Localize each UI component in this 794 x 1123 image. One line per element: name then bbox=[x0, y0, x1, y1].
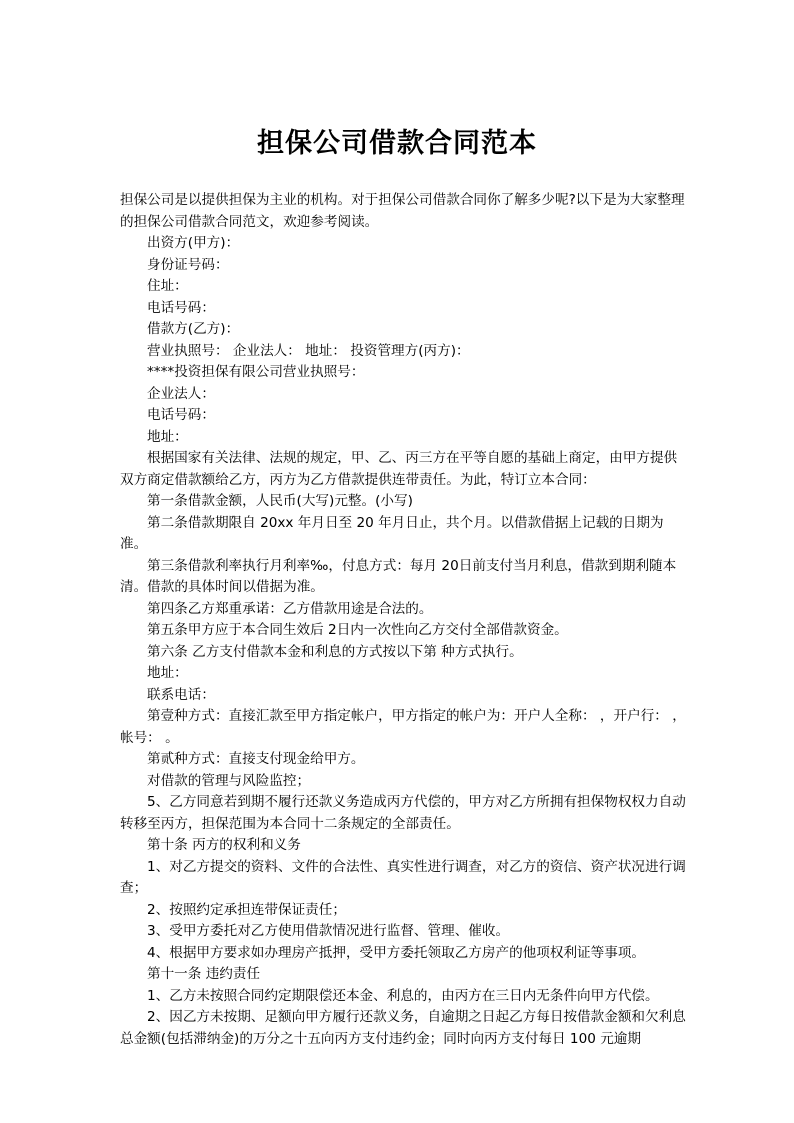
document-paragraph: 第六条 乙方支付借款本金和利息的方式按以下第 种方式执行。 bbox=[147, 643, 523, 660]
document-paragraph: 1、乙方未按照合同约定期限偿还本金、利息的，由丙方在三日内无条件向甲方代偿。 bbox=[147, 987, 659, 1004]
document-paragraph: 第壹种方式：直接汇款至甲方指定帐户，甲方指定的帐户为：开户人全称： ，开户行： ，帐号： 。 bbox=[120, 708, 686, 746]
document-paragraph: 借款方(乙方)： bbox=[147, 321, 240, 337]
document-paragraph: 第五条甲方应于本合同生效后 2日内一次性向乙方交付全部借款资金。 bbox=[147, 622, 568, 638]
document-paragraph: 2、因乙方未按期、足额向甲方履行还款义务，自逾期之日起乙方每日按借款金额和欠利息总金额(包括滞纳金)的万分之十五向丙方支付违约金；同时向丙方支付每日 100 元逾期 bbox=[120, 1009, 686, 1047]
document-paragraph: 地址： bbox=[147, 428, 188, 445]
document-paragraph: 出资方(甲方)： bbox=[147, 235, 240, 251]
document-paragraph: 第一条借款金额，人民币(大写)元整。(小写) bbox=[147, 493, 413, 509]
document-paragraph: 电话号码： bbox=[147, 299, 215, 316]
document-title: 担保公司借款合同范本 bbox=[257, 128, 537, 159]
document-body bbox=[120, 190, 688, 1050]
document-paragraph: 第贰种方式：直接支付现金给甲方。 bbox=[147, 751, 365, 767]
document-paragraph: 1、对乙方提交的资料、文件的合法性、真实性进行调查，对乙方的资信、资产状况进行调查； bbox=[120, 858, 686, 896]
document-paragraph: 第二条借款期限自 20xx 年月日至 20 年月日止，共个月。以借款借据上记载的日期为准。 bbox=[120, 514, 664, 552]
document-paragraph: 营业执照号： 企业法人： 地址： 投资管理方(丙方)： bbox=[147, 342, 470, 359]
document-paragraph: 根据国家有关法律、法规的规定，甲、乙、丙三方在平等自愿的基础上商定，由甲方提供双方商定借款额给乙方，丙方为乙方借款提供连带责任。为此，特订立本合同： bbox=[120, 450, 678, 488]
document-paragraph: ****投资担保有限公司营业执照号： bbox=[147, 364, 365, 380]
document-paragraph: 4、根据甲方要求如办理房产抵押，受甲方委托领取乙方房产的他项权利证等事项。 bbox=[147, 944, 646, 961]
document-paragraph: 第三条借款利率执行月利率‰，付息方式：每月 20日前支付当月利息，借款到期利随本清。借款的具体时间以借据为准。 bbox=[120, 557, 677, 595]
document-paragraph: 企业法人： bbox=[147, 385, 215, 402]
document-paragraph: 身份证号码： bbox=[147, 256, 229, 273]
document-paragraph: 第十条 丙方的权利和义务 bbox=[147, 837, 301, 853]
document-paragraph: 联系电话： bbox=[147, 686, 215, 703]
document-paragraph: 第十一条 违约责任 bbox=[147, 966, 261, 982]
document-paragraph: 担保公司是以提供担保为主业的机构。对于担保公司借款合同你了解多少呢?以下是为大家整理的担保公司借款合同范文，欢迎参考阅读。 bbox=[120, 192, 685, 230]
document-paragraph: 对借款的管理与风险监控； bbox=[147, 772, 311, 789]
document-paragraph: 3、受甲方委托对乙方使用借款情况进行监督、管理、催收。 bbox=[147, 923, 510, 939]
document-paragraph: 2、按照约定承担连带保证责任； bbox=[147, 901, 346, 918]
document-paragraph: 第四条乙方郑重承诺：乙方借款用途是合法的。 bbox=[147, 600, 433, 617]
document-paragraph: 电话号码： bbox=[147, 407, 215, 423]
document-paragraph: 住址： bbox=[147, 278, 188, 294]
document-paragraph: 5、乙方同意若到期不履行还款义务造成丙方代偿的，甲方对乙方所拥有担保物权权力自动转移至丙方，担保范围为本合同十二条规定的全部责任。 bbox=[120, 794, 686, 832]
document-paragraph: 地址： bbox=[147, 665, 188, 681]
